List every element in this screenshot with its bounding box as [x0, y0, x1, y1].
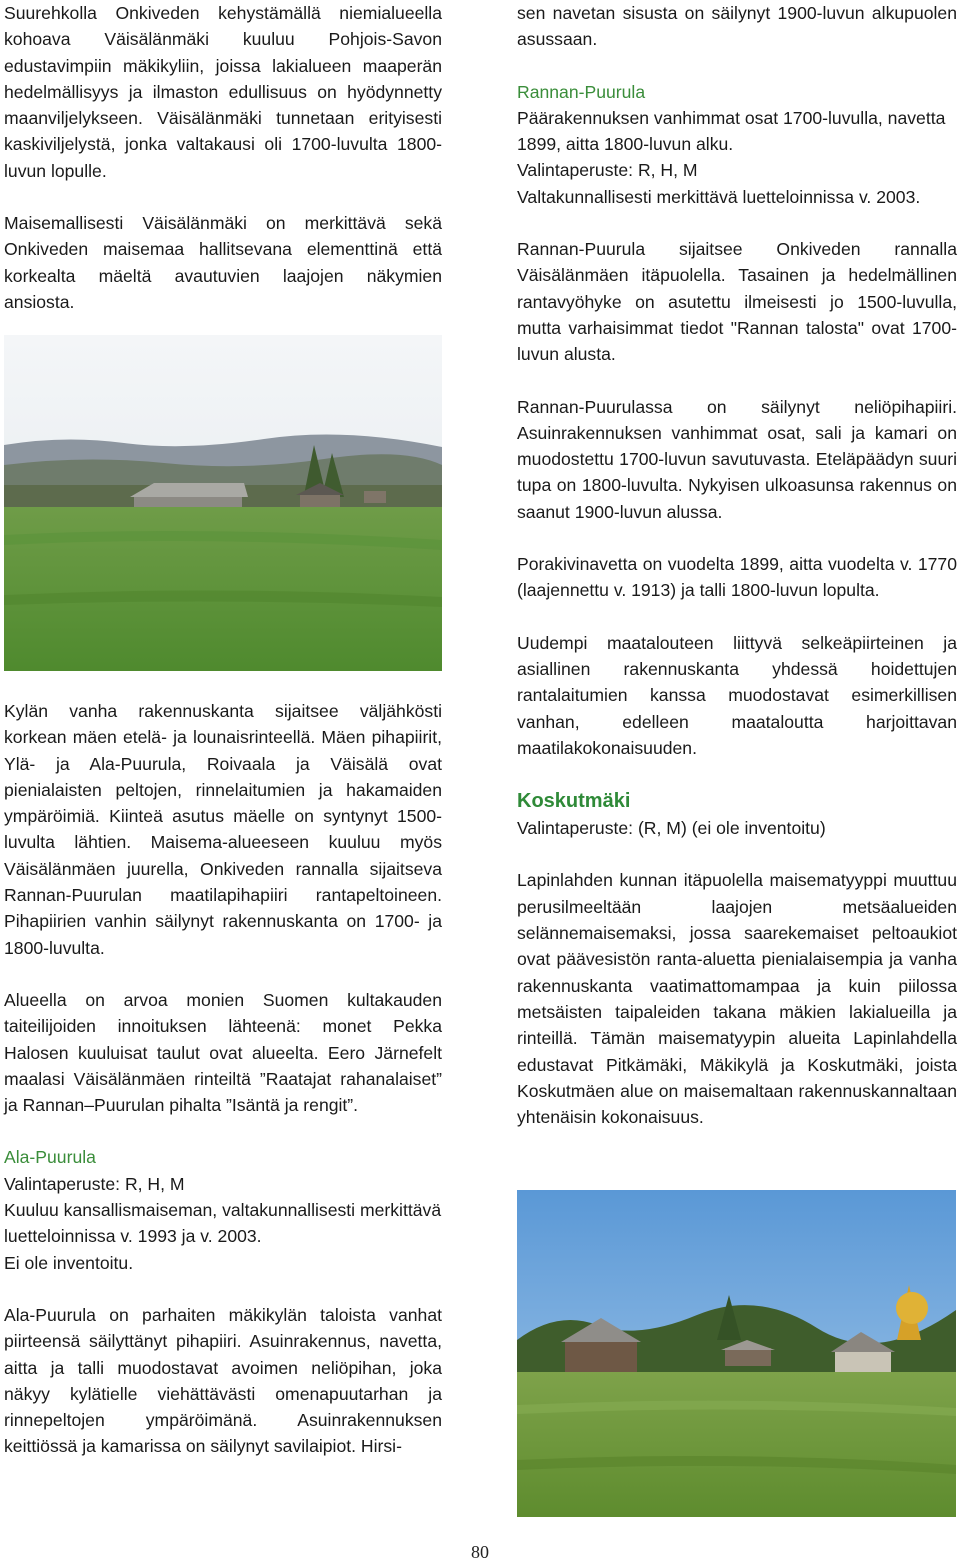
paragraph: Porakivinavetta on vuodelta 1899, aitta vuodelta v. 1770 (laajennettu v. 1913) ja talli 1800-luvun lopulta. — [517, 554, 957, 601]
paragraph: Rannan-Puurulassa on säilynyt neliöpihapiiri. Asuinrakennuksen vanhimmat osat, sali ja kamari on muodostettu 1700-luvun savutuvasta. Eteläpäädyn suuri tupa on 1800-luvulta. Nykyisen ulkoasunsa rakennus on saanut 1900-luvun alussa. — [517, 396, 957, 522]
selection-criteria: Valintaperuste: R, H, M — [4, 1173, 185, 1194]
left-column-lower — [4, 698, 442, 1460]
inventory-note: Ei ole inventoitu. — [4, 1252, 134, 1273]
selection-criteria: Valintaperuste: R, H, M — [517, 160, 698, 181]
paragraph: Ala-Puurula on parhaiten mäkikylän taloista vanhat piirteensä säilyttänyt pihapiiri. Asuinrakennus, navetta, aitta ja talli muodostavat avoimen neliöpihan, joka näkyy kylätielle viehättävästi omenapuutarhan ja rinnepeltojen ympäröimänä. Asuinrakennuksen keittiössä ja kamarissa on säilynyt savilaipiot. Hirsi- — [4, 1304, 442, 1457]
classification-note: Kuuluu kansallismaiseman, valtakunnallisesti merkittävä luetteloinnissa v. 1993 ja v. 2003. — [4, 1200, 442, 1247]
paragraph: Rannan-Puurula sijaitsee Onkiveden rannalla Väisälänmäen itäpuolella. Tasainen ja hedelmällinen rantavyöhyke on asutettu ilmeisesti jo 1500-luvulla, mutta varhaisimmat tiedot "Rannan talosta" ovat 1700-luvun alusta. — [517, 239, 957, 365]
left-column — [4, 0, 442, 315]
paragraph: sen navetan sisusta on säilynyt 1900-luvun alkupuolen asussaan. — [517, 3, 957, 50]
building-dates: Päärakennuksen vanhimmat osat 1700-luvulla, navetta 1899, aitta 1800-luvun alku. — [517, 107, 946, 155]
page-number: 80 — [471, 1542, 489, 1562]
section-heading-koskutmaki: Koskutmäki — [517, 790, 631, 813]
section-title-ala-puurula: Ala-Puurula — [4, 1147, 96, 1168]
selection-criteria: Valintaperuste: (R, M) (ei ole inventoitu) — [517, 818, 826, 839]
landscape-photo-koskutmaki — [517, 1190, 956, 1517]
landscape-photo-vaisalanmaki — [4, 335, 442, 671]
paragraph: Suurehkolla Onkiveden kehystämällä niemialueella kohoava Väisälänmäki kuuluu Pohjois-Savon edustavimpiin mäkikyliin, joissa lakialueen maaperän hedelmällisyys ja ilmaston edullisuus on hyödynnetty maanviljelykseen. Väisälänmäki tunnetaan erityisesti kaskiviljelystä, jonka valtakausi oli 1700-luvulta 1800-luvun lopulle. — [4, 3, 442, 181]
paragraph: Maisemallisesti Väisälänmäki on merkittävä sekä Onkiveden maisemaa hallitsevana elementtinä että korkealta mäeltä avautuvien laajojen näkymien ansiosta. — [4, 213, 442, 312]
section-title-rannan-puurula: Rannan-Puurula — [517, 81, 646, 102]
classification-note: Valtakunnallisesti merkittävä luetteloinnissa v. 2003. — [517, 186, 921, 207]
paragraph: Uudempi maatalouteen liittyvä selkeäpiirteinen ja asiallinen rakennuskanta yhdessä hoidettujen rantalaitumien kanssa muodostavat esimerkillisen vanhan, edelleen maataloutta harjoittavan maatilakokonaisuuden. — [517, 632, 957, 758]
paragraph: Lapinlahden kunnan itäpuolella maisematyyppi muuttuu perusilmeeltään laajojen metsäalueiden selännemaisemaksi, jossa saarekemaiset peltoaukiot ovat päävesistön ranta-aluetta pienialaisempia ja vanha rakennuskanta vaatimattomampaa ja kuin piilossa metsäisten taipaleiden takana mäkien lakialueilla ja rinteillä. Tämän maisematyypin alueita Lapinlahdella edustavat Pitkämäki, Mäkikylä ja Koskutmäki, joista Koskutmäen alue on maisemaltaan rakennuskannaltaan yhtenäisin kokonaisuus. — [517, 870, 957, 1128]
right-column — [517, 0, 957, 1130]
paragraph: Kylän vanha rakennuskanta sijaitsee väljähkösti korkean mäen etelä- ja lounaisrinteellä. Mäen pihapiirit, Ylä- ja Ala-Puurula, Roivaala ja Väisälä ovat pienialaisten peltojen, rinnelaitumien ja hakamaiden ympäröimiä. Kiinteä asutus mäelle on syntynyt 1500-luvulta lähtien. Maisema-alueeseen kuuluu myös Väisälänmäen juurella, Onkiveden rannalla sijaitseva Rannan-Puurulan maatilapihapiiri rantapeltoineen. Pihapiirien vanhin säilynyt rakennuskanta on 1700- ja 1800-luvulta. — [4, 701, 442, 958]
paragraph: Alueella on arvoa monien Suomen kultakauden taiteilijoiden innoituksen lähteenä: monet Pekka Halosen kuuluisat taulut ovat alueelta. Eero Järnefelt maalasi Väisälänmäen rinteiltä ”Raatajat rahanalaiset” ja Rannan–Puurulan pihalta ”Isäntä ja rengit”. — [4, 989, 442, 1116]
